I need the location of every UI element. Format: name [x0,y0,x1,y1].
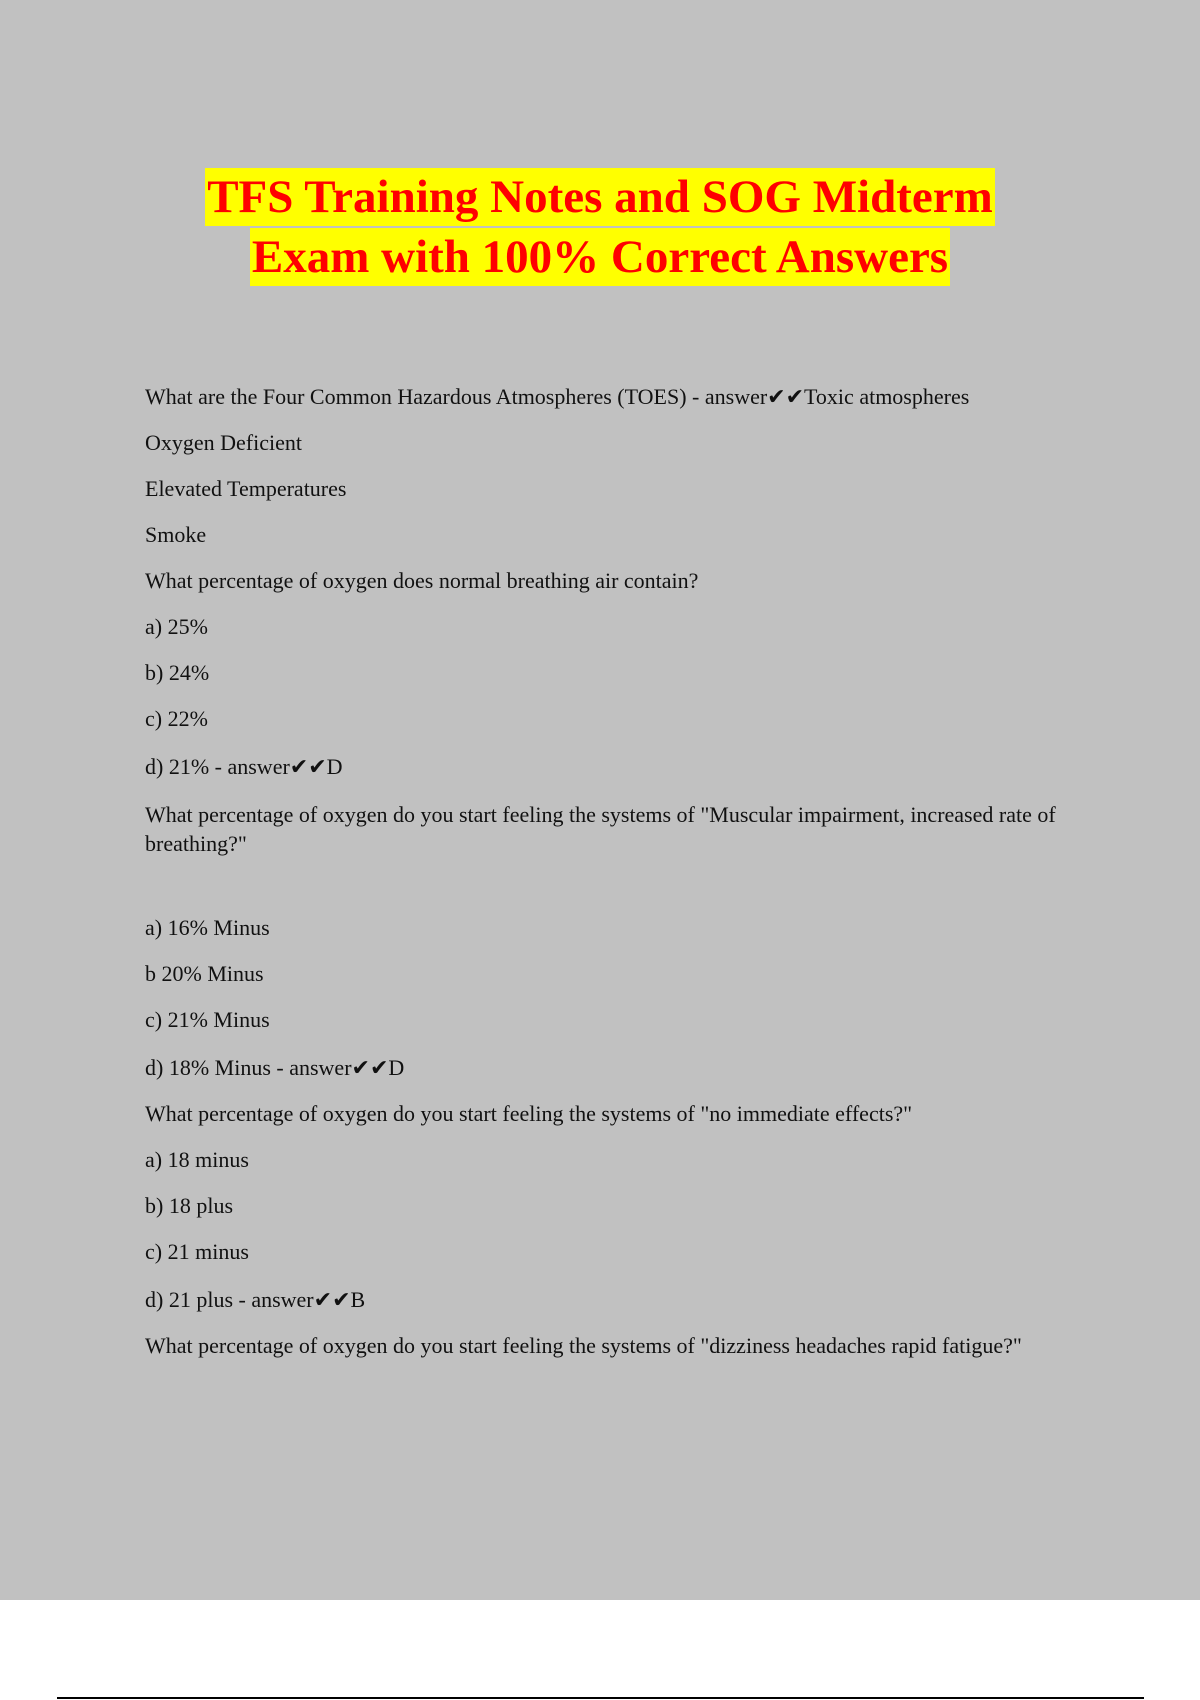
title-line-1: TFS Training Notes and SOG Midterm [205,168,995,226]
title-line-2: Exam with 100% Correct Answers [250,228,950,286]
question-line: What percentage of oxygen does normal breathing air contain? [145,568,699,593]
answer-line: Oxygen Deficient [145,430,302,455]
question-line: What percentage of oxygen do you start feeling the systems of "Muscular impairment, increased rate of breathing?" [145,802,1062,856]
option-line: c) 21 minus [145,1239,249,1264]
answer-line: Smoke [145,522,207,547]
question-line: What percentage of oxygen do you start feeling the systems of "dizziness headaches rapid fatigue?" [145,1333,1022,1358]
option-line: c) 21% Minus [145,1007,270,1032]
option-line: a) 16% Minus [145,915,270,940]
question-line: What are the Four Common Hazardous Atmospheres (TOES) - answer✔✔Toxic atmospheres [145,384,970,409]
option-line: b) 24% [145,660,210,685]
footer-divider [57,1697,1144,1699]
option-line: b) 18 plus [145,1193,233,1218]
document-title [0,168,1200,288]
question-line: What percentage of oxygen do you start feeling the systems of "no immediate effects?" [145,1101,913,1126]
option-line: d) 21% - answer✔✔D [145,754,343,779]
document-body [145,382,1085,1360]
option-line: a) 25% [145,614,208,639]
option-line: d) 18% Minus - answer✔✔D [145,1055,405,1080]
option-line: c) 22% [145,706,208,731]
option-line: b 20% Minus [145,961,264,986]
option-line: a) 18 minus [145,1147,249,1172]
option-line: d) 21 plus - answer✔✔B [145,1287,366,1312]
answer-line: Elevated Temperatures [145,476,347,501]
